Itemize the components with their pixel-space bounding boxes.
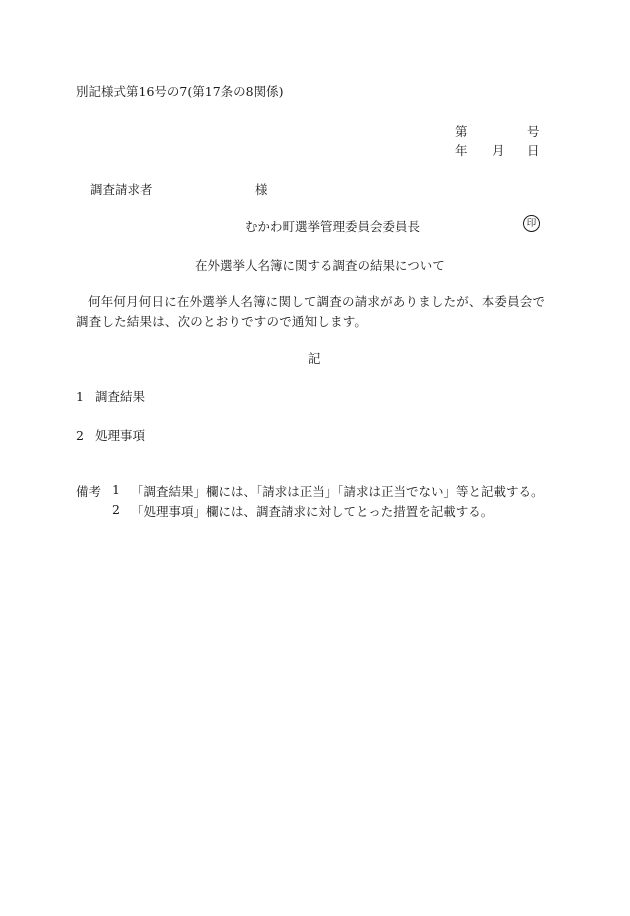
list-item xyxy=(76,426,145,444)
date-year-label: 年 xyxy=(455,143,468,158)
note-number: 2 xyxy=(112,502,120,517)
item-number: 2 xyxy=(76,428,84,443)
list-item xyxy=(76,387,145,405)
note-number: 1 xyxy=(112,482,120,497)
document-subject: 在外選挙人名簿に関する調査の結果について xyxy=(195,258,445,273)
item-label: 調査結果 xyxy=(95,389,146,404)
form-reference: 別記様式第16号の7(第17条の8関係) xyxy=(76,84,284,99)
addressee-name: 調査請求者 xyxy=(90,182,153,197)
note-text: 「処理事項」欄には、調査請求に対してとった措置を記載する。 xyxy=(131,504,494,519)
number-dai-label: 第 xyxy=(455,124,468,139)
date-month-label: 月 xyxy=(492,143,505,158)
note-text: 「調査結果」欄には、「請求は正当」「請求は正当でない」等と記載する。 xyxy=(131,484,544,499)
notes-label: 備考 xyxy=(76,484,102,499)
date-day-label: 日 xyxy=(527,143,540,158)
item-label: 処理事項 xyxy=(95,428,146,443)
issuer-title: むかわ町選挙管理委員会委員長 xyxy=(245,219,421,234)
ki-heading: 記 xyxy=(308,351,321,366)
date-line xyxy=(455,141,541,159)
body-paragraph: 何年何月何日に在外選挙人名簿に関して調査の請求がありましたが、本委員会で調査した結果は、次のとおりですので通知します。 xyxy=(76,294,546,329)
number-go-label: 号 xyxy=(527,124,540,139)
document-number-line xyxy=(455,122,541,140)
addressee-honorific: 様 xyxy=(255,182,268,197)
item-number: 1 xyxy=(76,389,84,404)
seal-mark: 印 xyxy=(523,215,540,232)
addressee xyxy=(90,180,280,198)
